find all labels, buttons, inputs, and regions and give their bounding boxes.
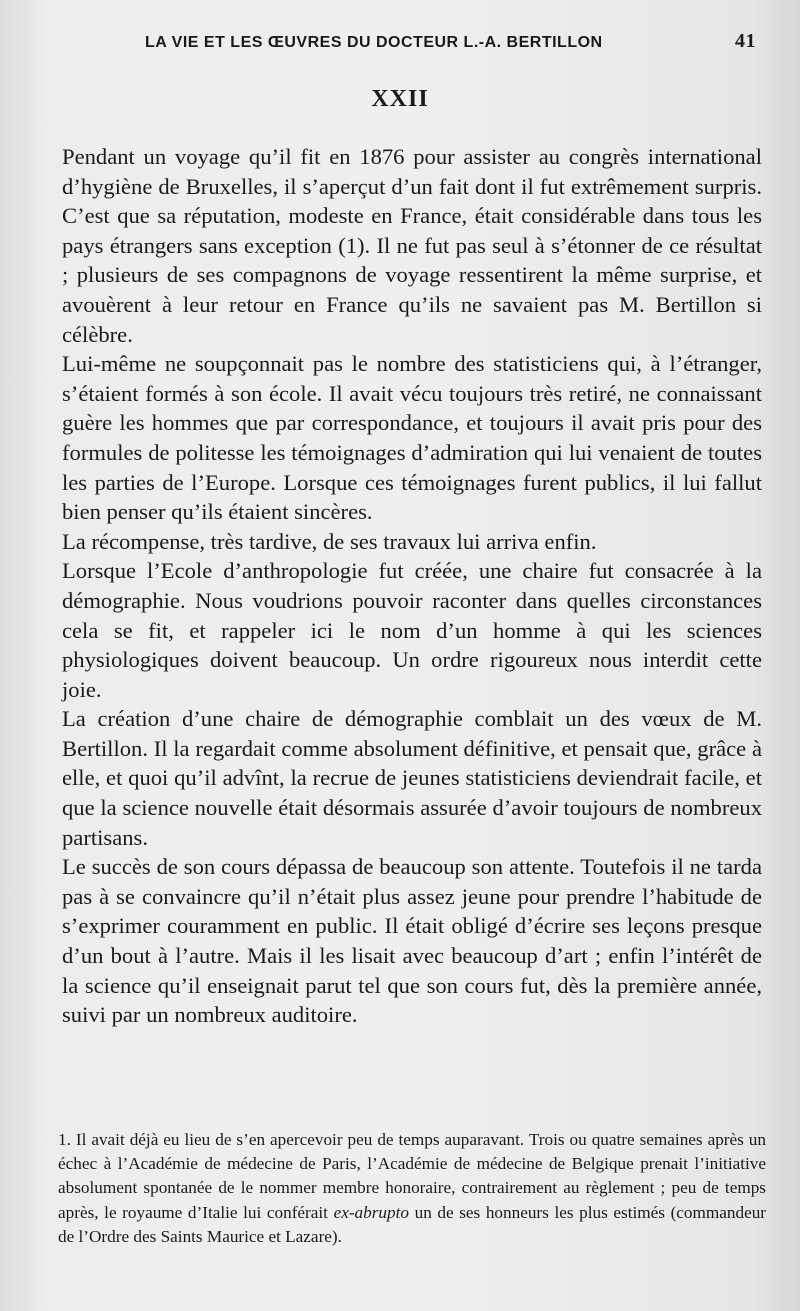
running-head xyxy=(145,30,760,60)
footnote-italic-term: ex-abrupto xyxy=(333,1202,409,1222)
paragraph: Pendant un voyage qu’il fit en 1876 pour assister au congrès international d’hygiène de Bruxelles, il s’aperçut d’un fait dont il fut extrêmement surpris. C’est que sa réputation, modeste en France, était considérable dans tous les pays étrangers sans exception (1). Il ne fut pas seul à s’étonner de ce résultat ; plusieurs de ses compagnons de voyage ressentirent la même surprise, et avouèrent à leur retour en France qu’ils ne savaient pas M. Bertillon si célèbre. xyxy=(62,144,762,347)
section-number: XXII xyxy=(371,86,429,112)
paragraph: La récompense, très tardive, de ses travaux lui arriva enfin. xyxy=(62,528,597,554)
running-title: LA VIE ET LES ŒUVRES DU DOCTEUR L.-A. BERTILLON xyxy=(145,34,603,51)
body-text xyxy=(62,142,762,1030)
paragraph: La création d’une chaire de démographie comblait un des vœux de M. Bertillon. Il la regardait comme absolument définitive, et pensait que, grâce à elle, et quoi qu’il advînt, la recrue de jeunes statisticiens deviendrait facile, et que la science nouvelle était désormais assurée d’avoir toujours de nombreux partisans. xyxy=(62,706,762,850)
footnote-text-start: 1. Il avait déjà eu lieu de s’en apercevoir peu de temps auparavant. Trois ou quatre semaines après un échec à l’Académie de médecine de Paris, l’Académie de médecine de Belgique prenait l’initiative absolument spontanée de le nommer membre honoraire, contrairement au règlement ; peu de temps après, le royaume d’Italie lui conférait xyxy=(58,1130,766,1222)
footnote xyxy=(58,1128,766,1249)
footnote-text-end: un de ses honneurs les plus estimés (commandeur de l’Ordre des Saints Maurice et Lazare). xyxy=(58,1202,767,1246)
page-number: 41 xyxy=(735,30,756,52)
paragraph: Lorsque l’Ecole d’anthropologie fut créée, une chaire fut consacrée à la démographie. Nous voudrions pouvoir raconter dans quelles circonstances cela se fit, et rappeler ici le nom d’un homme à qui les sciences physiologiques doivent beaucoup. Un ordre rigoureux nous interdit cette joie. xyxy=(62,558,762,702)
paragraph: Lui-même ne soupçonnait pas le nombre des statisticiens qui, à l’étranger, s’étaient formés à son école. Il avait vécu toujours très retiré, ne connaissant guère les hommes que par correspondance, et toujours il avait pris pour des formules de politesse les témoignages d’admiration qui lui venaient de toutes les parties de l’Europe. Lorsque ces témoignages furent publics, il lui fallut bien penser qu’ils étaient sincères. xyxy=(62,351,762,525)
footnote-text xyxy=(58,1128,766,1249)
paragraph: Le succès de son cours dépassa de beaucoup son attente. Toutefois il ne tarda pas à se convaincre qu’il n’était plus assez jeune pour prendre l’habitude de s’exprimer couramment en public. Il était obligé d’écrire ses leçons presque d’un bout à l’autre. Mais il les lisait avec beaucoup d’art ; enfin l’intérêt de la science qu’il enseignait parut tel que son cours fut, dès la première année, suivi par un nombreux auditoire. xyxy=(62,854,762,1028)
